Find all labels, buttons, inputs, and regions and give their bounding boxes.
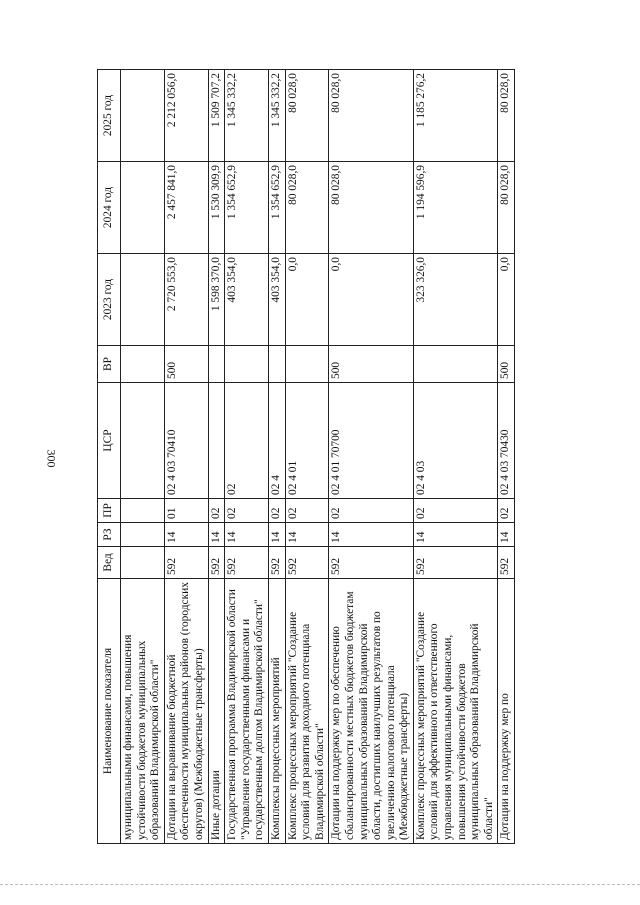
cell-csr: 02 4 03 70430 bbox=[498, 383, 515, 499]
cell-ved bbox=[121, 547, 165, 579]
cell-2023: 323 326,0 bbox=[413, 254, 498, 346]
rotated-table-wrapper bbox=[97, 70, 609, 844]
cell-2025: 2 212 056,0 bbox=[164, 70, 208, 162]
header-ved: Вед bbox=[98, 547, 121, 579]
header-vr: ВР bbox=[98, 346, 121, 383]
cell-rz: 14 bbox=[413, 523, 498, 547]
table-header-row bbox=[98, 70, 121, 844]
cell-name: Дотации на поддержку мер по обеспечению сбалансированности местных бюджетов бюджетам муниципальных образований Владимирской области, достигших наилучших результатов по увеличению налогового потенциала (Межбюджетные трансферты) bbox=[329, 579, 414, 844]
cell-2025: 80 028,0 bbox=[329, 70, 414, 162]
cell-csr: 02 4 03 bbox=[413, 383, 498, 499]
cell-2025: 80 028,0 bbox=[498, 70, 515, 162]
cell-pr: 02 bbox=[498, 499, 515, 523]
cell-name: Иные дотации bbox=[208, 579, 225, 844]
cell-2025 bbox=[121, 70, 165, 162]
cell-2024 bbox=[121, 162, 165, 254]
table-row bbox=[208, 70, 225, 844]
cell-2024: 80 028,0 bbox=[285, 162, 329, 254]
cell-2025: 1 345 332,2 bbox=[225, 70, 269, 162]
table-row bbox=[285, 70, 329, 844]
cell-2023: 403 354,0 bbox=[268, 254, 285, 346]
cell-csr: 02 4 bbox=[268, 383, 285, 499]
header-name: Наименование показателя bbox=[98, 579, 121, 844]
table-row bbox=[268, 70, 285, 844]
table-row bbox=[121, 70, 165, 844]
cell-rz: 14 bbox=[268, 523, 285, 547]
table-row bbox=[413, 70, 498, 844]
cell-ved: 592 bbox=[208, 547, 225, 579]
cell-2023: 2 720 553,0 bbox=[164, 254, 208, 346]
cell-vr bbox=[121, 346, 165, 383]
cell-2024: 1 194 596,9 bbox=[413, 162, 498, 254]
cell-name: Комплекс процессных мероприятий "Создание условий для эффективного и ответственного управления муниципальными финансами, повышения устойчивости бюджетов муниципальных образований Владимирской области" bbox=[413, 579, 498, 844]
cell-2023: 0,0 bbox=[285, 254, 329, 346]
cell-vr bbox=[208, 346, 225, 383]
cell-pr: 02 bbox=[268, 499, 285, 523]
cell-2024: 80 028,0 bbox=[498, 162, 515, 254]
cell-pr: 02 bbox=[413, 499, 498, 523]
table-row bbox=[498, 70, 515, 844]
cell-vr bbox=[285, 346, 329, 383]
header-rz: РЗ bbox=[98, 523, 121, 547]
cell-ved: 592 bbox=[498, 547, 515, 579]
cell-2025: 1 185 276,2 bbox=[413, 70, 498, 162]
cell-ved: 592 bbox=[285, 547, 329, 579]
cell-pr bbox=[121, 499, 165, 523]
cell-2024: 1 530 309,9 bbox=[208, 162, 225, 254]
cell-rz: 14 bbox=[285, 523, 329, 547]
header-pr: ПР bbox=[98, 499, 121, 523]
cell-vr bbox=[225, 346, 269, 383]
cell-name: Государственная программа Владимирской области "Управление государственными финансами и государственным долгом Владимирской области" bbox=[225, 579, 269, 844]
cell-name: Дотации на выравнивание бюджетной обеспеченности муниципальных районов (городских округов) (Межбюджетные трансферты) bbox=[164, 579, 208, 844]
header-2025: 2025 год bbox=[98, 70, 121, 162]
cell-csr: 02 bbox=[225, 383, 269, 499]
cell-rz: 14 bbox=[329, 523, 414, 547]
cell-2025: 1 345 332,2 bbox=[268, 70, 285, 162]
cell-rz: 14 bbox=[208, 523, 225, 547]
cell-csr bbox=[121, 383, 165, 499]
cell-rz bbox=[121, 523, 165, 547]
cell-csr: 02 4 01 bbox=[285, 383, 329, 499]
cell-name: муниципальными финансами, повышения устойчивости бюджетов муниципальных образований Владимирской области" bbox=[121, 579, 165, 844]
cell-ved: 592 bbox=[329, 547, 414, 579]
cell-rz: 14 bbox=[225, 523, 269, 547]
cell-vr: 500 bbox=[164, 346, 208, 383]
header-2023: 2023 год bbox=[98, 254, 121, 346]
cell-2023: 403 354,0 bbox=[225, 254, 269, 346]
cell-csr bbox=[208, 383, 225, 499]
cell-2024: 1 354 652,9 bbox=[268, 162, 285, 254]
budget-table bbox=[97, 69, 515, 844]
header-2024: 2024 год bbox=[98, 162, 121, 254]
cell-pr: 02 bbox=[208, 499, 225, 523]
cell-2024: 2 457 841,0 bbox=[164, 162, 208, 254]
cell-2025: 1 509 707,2 bbox=[208, 70, 225, 162]
cell-2023: 1 598 370,0 bbox=[208, 254, 225, 346]
cell-ved: 592 bbox=[268, 547, 285, 579]
cell-2024: 80 028,0 bbox=[329, 162, 414, 254]
cell-csr: 02 4 03 70410 bbox=[164, 383, 208, 499]
cell-ved: 592 bbox=[413, 547, 498, 579]
cell-name: Дотации на поддержку мер по bbox=[498, 579, 515, 844]
header-csr: ЦСР bbox=[98, 383, 121, 499]
cell-ved: 592 bbox=[225, 547, 269, 579]
cell-2025: 80 028,0 bbox=[285, 70, 329, 162]
cell-name: Комплексы процессных мероприятий bbox=[268, 579, 285, 844]
table-row bbox=[329, 70, 414, 844]
cell-2024: 1 354 652,9 bbox=[225, 162, 269, 254]
cell-2023: 0,0 bbox=[498, 254, 515, 346]
cell-csr: 02 4 01 70700 bbox=[329, 383, 414, 499]
scan-edge-line bbox=[0, 884, 640, 885]
cell-2023: 0,0 bbox=[329, 254, 414, 346]
cell-name: Комплекс процессных мероприятий "Создание условий для развития доходного потенциала Владимирской области" bbox=[285, 579, 329, 844]
cell-2023 bbox=[121, 254, 165, 346]
cell-vr: 500 bbox=[329, 346, 414, 383]
cell-ved: 592 bbox=[164, 547, 208, 579]
cell-pr: 01 bbox=[164, 499, 208, 523]
cell-pr: 02 bbox=[329, 499, 414, 523]
cell-vr: 500 bbox=[498, 346, 515, 383]
cell-rz: 14 bbox=[498, 523, 515, 547]
cell-vr bbox=[413, 346, 498, 383]
cell-rz: 14 bbox=[164, 523, 208, 547]
table-row bbox=[225, 70, 269, 844]
cell-pr: 02 bbox=[285, 499, 329, 523]
page-number: 300 bbox=[44, 449, 59, 468]
cell-vr bbox=[268, 346, 285, 383]
table-row bbox=[164, 70, 208, 844]
cell-pr: 02 bbox=[225, 499, 269, 523]
